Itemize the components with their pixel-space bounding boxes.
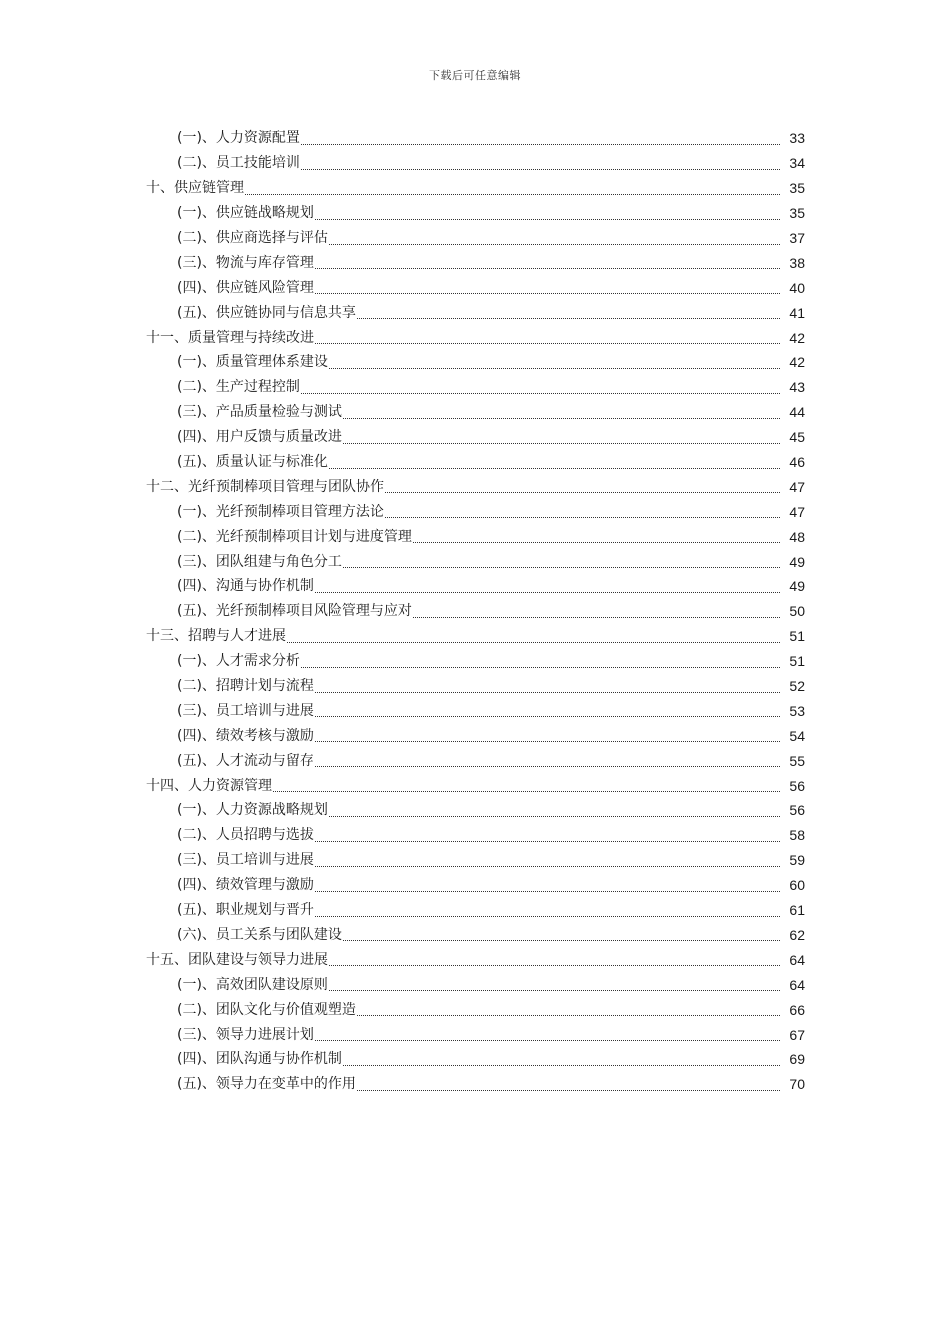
toc-entry-title: (五)、领导力在变革中的作用 [177,1076,356,1093]
toc-dot-leader [315,1040,780,1041]
toc-dot-leader [343,940,780,941]
toc-page-number: 40 [789,279,805,296]
toc-dot-leader [315,592,780,593]
toc-section-entry[interactable] [0,1047,950,1072]
toc-page-number: 69 [789,1051,805,1068]
toc-page-number: 55 [789,752,805,769]
toc-section-entry[interactable] [0,723,950,748]
toc-entry-title: (四)、绩效管理与激励 [177,877,314,894]
toc-entry-title: (一)、质量管理体系建设 [177,354,328,371]
toc-dot-leader [329,244,780,245]
toc-dot-leader [413,617,780,618]
toc-dot-leader [315,866,780,867]
toc-page-number: 50 [789,603,805,620]
toc-page-number: 34 [789,155,805,172]
toc-section-entry[interactable] [0,300,950,325]
toc-section-entry[interactable] [0,201,950,226]
toc-entry-title: (一)、人力资源配置 [177,130,300,147]
toc-dot-leader [413,542,780,543]
toc-dot-leader [315,916,780,917]
toc-chapter-entry[interactable] [0,325,950,350]
toc-chapter-entry[interactable] [0,624,950,649]
toc-dot-leader [301,393,780,394]
toc-dot-leader [315,268,780,269]
toc-entry-title: 十、供应链管理 [146,180,244,197]
toc-section-entry[interactable] [0,375,950,400]
toc-section-entry[interactable] [0,748,950,773]
toc-dot-leader [329,468,780,469]
toc-section-entry[interactable] [0,350,950,375]
toc-page-number: 56 [789,777,805,794]
toc-page-number: 41 [789,304,805,321]
toc-entry-title: (五)、人才流动与留存 [177,752,314,769]
toc-entry-title: (三)、产品质量检验与测试 [177,404,342,421]
toc-section-entry[interactable] [0,524,950,549]
toc-entry-title: 十二、光纤预制棒项目管理与团队协作 [146,478,384,495]
toc-page-number: 70 [789,1076,805,1093]
toc-page-number: 35 [789,180,805,197]
toc-entry-title: 十四、人力资源管理 [146,777,272,794]
toc-page-number: 60 [789,877,805,894]
toc-entry-title: (四)、团队沟通与协作机制 [177,1051,342,1068]
toc-entry-title: 十一、质量管理与持续改进 [146,329,314,346]
toc-dot-leader [301,169,780,170]
toc-section-entry[interactable] [0,226,950,251]
toc-page-number: 46 [789,454,805,471]
toc-page-number: 48 [789,528,805,545]
toc-dot-leader [329,368,780,369]
toc-page-number: 43 [789,379,805,396]
toc-dot-leader [315,343,780,344]
toc-dot-leader [301,667,780,668]
toc-page-number: 61 [789,902,805,919]
toc-entry-title: (三)、员工培训与进展 [177,852,314,869]
toc-section-entry[interactable] [0,1072,950,1097]
toc-section-entry[interactable] [0,997,950,1022]
toc-entry-title: (二)、人员招聘与选拔 [177,827,314,844]
toc-entry-title: (五)、光纤预制棒项目风险管理与应对 [177,603,412,620]
toc-entry-title: (五)、质量认证与标准化 [177,454,328,471]
toc-dot-leader [343,418,780,419]
toc-dot-leader [357,1090,780,1091]
toc-entry-title: (二)、光纤预制棒项目计划与进度管理 [177,528,412,545]
toc-dot-leader [315,841,780,842]
toc-entry-title: (五)、供应链协同与信息共享 [177,304,356,321]
toc-entry-title: (二)、供应商选择与评估 [177,230,328,246]
toc-page-number: 51 [789,628,805,645]
toc-dot-leader [343,567,780,568]
toc-section-entry[interactable] [0,674,950,699]
toc-section-entry[interactable] [0,972,950,997]
toc-page-number: 62 [789,926,805,943]
page-header: 下载后可任意编辑 [429,69,521,82]
toc-section-entry[interactable] [0,873,950,898]
toc-dot-leader [357,1015,780,1016]
toc-dot-leader [315,766,780,767]
toc-page-number: 42 [789,329,805,346]
toc-section-entry[interactable] [0,126,950,151]
toc-page-number: 47 [789,503,805,520]
toc-page-number: 59 [789,852,805,869]
toc-entry-title: (四)、用户反馈与质量改进 [177,429,342,446]
toc-dot-leader [343,1065,780,1066]
toc-entry-title: (三)、员工培训与进展 [177,702,314,719]
toc-entry-title: (二)、生产过程控制 [177,379,300,396]
toc-entry-title: (三)、领导力进展计划 [177,1026,314,1043]
toc-dot-leader [315,741,780,742]
toc-dot-leader [385,492,780,493]
toc-page-number: 54 [789,727,805,744]
toc-page-number: 47 [789,478,805,495]
toc-page-number: 67 [789,1026,805,1043]
toc-page-number: 51 [789,653,805,670]
toc-dot-leader [385,517,780,518]
toc-page-number: 52 [789,678,805,695]
toc-page-number: 35 [789,205,805,222]
toc-entry-title: (一)、供应链战略规划 [177,205,314,222]
toc-entry-title: (二)、招聘计划与流程 [177,678,314,695]
toc-page-number: 53 [789,702,805,719]
toc-entry-title: (四)、供应链风险管理 [177,279,314,296]
toc-page-number: 37 [789,230,805,246]
toc-dot-leader [245,194,780,195]
toc-section-entry[interactable] [0,823,950,848]
toc-dot-leader [315,716,780,717]
toc-dot-leader [329,816,780,817]
toc-section-entry[interactable] [0,1022,950,1047]
toc-section-entry[interactable] [0,923,950,948]
toc-page-number: 58 [789,827,805,844]
toc-dot-leader [329,965,780,966]
toc-section-entry[interactable] [0,549,950,574]
toc-entry-title: (二)、员工技能培训 [177,155,300,172]
toc-page-number: 49 [789,578,805,595]
toc-entry-title: (六)、员工关系与团队建设 [177,926,342,943]
toc-entry-title: (四)、沟通与协作机制 [177,578,314,595]
toc-entry-title: 十三、招聘与人才进展 [146,628,286,645]
toc-page-number: 49 [789,553,805,570]
toc-dot-leader [357,318,780,319]
toc-dot-leader [301,144,780,145]
toc-section-entry[interactable] [0,848,950,873]
toc-page-number: 38 [789,254,805,271]
toc-entry-title: (一)、人力资源战略规划 [177,802,328,819]
toc-chapter-entry[interactable] [0,947,950,972]
toc-page-number: 44 [789,404,805,421]
toc-section-entry[interactable] [0,400,950,425]
toc-page-number: 56 [789,802,805,819]
toc-section-entry[interactable] [0,649,950,674]
toc-entry-title: (二)、团队文化与价值观塑造 [177,1001,356,1018]
toc-dot-leader [315,219,780,220]
toc-page-number: 64 [789,951,805,968]
toc-page-number: 42 [789,354,805,371]
toc-chapter-entry[interactable] [0,773,950,798]
toc-dot-leader [315,293,780,294]
toc-dot-leader [329,990,780,991]
toc-page-number: 66 [789,1001,805,1018]
toc-entry-title: (四)、绩效考核与激励 [177,727,314,744]
toc-section-entry[interactable] [0,450,950,475]
toc-entry-title: (五)、职业规划与晋升 [177,902,314,919]
toc-section-entry[interactable] [0,499,950,524]
table-of-contents [0,126,950,1097]
toc-section-entry[interactable] [0,698,950,723]
toc-section-entry[interactable] [0,275,950,300]
toc-dot-leader [343,443,780,444]
toc-dot-leader [287,642,780,643]
toc-entry-title: (三)、团队组建与角色分工 [177,553,342,570]
toc-entry-title: (一)、人才需求分析 [177,653,300,670]
toc-section-entry[interactable] [0,599,950,624]
toc-section-entry[interactable] [0,151,950,176]
toc-page-number: 45 [789,429,805,446]
toc-dot-leader [315,692,780,693]
toc-section-entry[interactable] [0,798,950,823]
toc-entry-title: (一)、高效团队建设原则 [177,976,328,993]
toc-chapter-entry[interactable] [0,176,950,201]
toc-dot-leader [315,891,780,892]
toc-entry-title: (一)、光纤预制棒项目管理方法论 [177,503,384,520]
toc-dot-leader [273,791,780,792]
toc-entry-title: 十五、团队建设与领导力进展 [146,951,328,968]
toc-page-number: 64 [789,976,805,993]
toc-entry-title: (三)、物流与库存管理 [177,254,314,271]
toc-section-entry[interactable] [0,898,950,923]
toc-page-number: 33 [789,130,805,147]
toc-chapter-entry[interactable] [0,474,950,499]
toc-section-entry[interactable] [0,574,950,599]
toc-section-entry[interactable] [0,425,950,450]
toc-section-entry[interactable] [0,250,950,275]
